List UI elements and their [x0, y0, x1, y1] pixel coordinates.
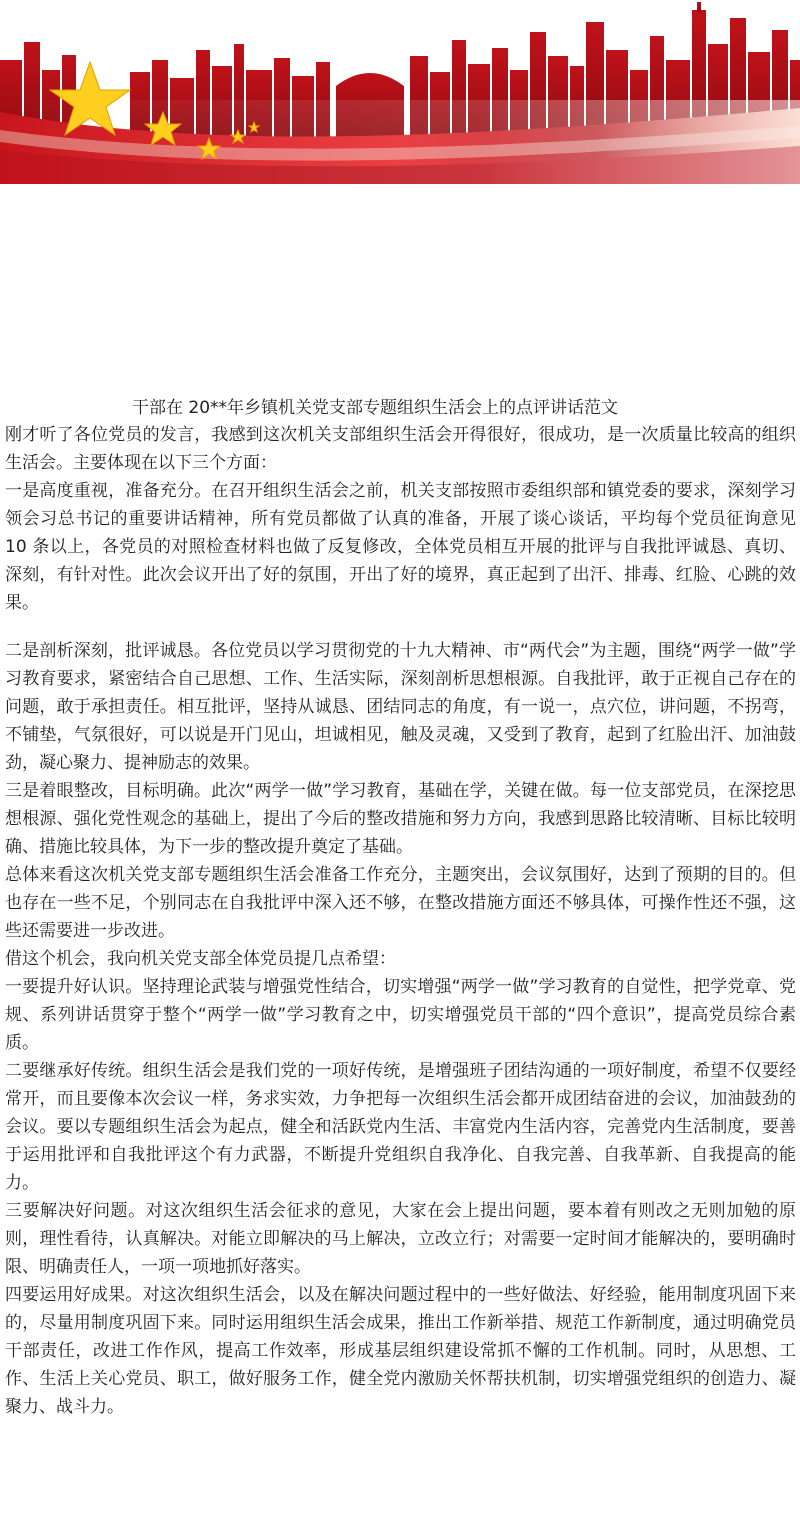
article-title: 干部在 20**年乡镇机关党支部专题组织生活会上的点评讲话范文: [132, 398, 619, 418]
paragraph-intro: 刚才听了各位党员的发言，我感到这次机关支部组织生活会开得很好，很成功，是一次质量比较高的组织生活会。主要体现在以下三个方面：: [5, 425, 796, 473]
paragraph-summary: 总体来看这次机关党支部专题组织生活会准备工作充分，主题突出，会议氛围好，达到了预期的目的。但也存在一些不足，个别同志在自我批评中深入还不够，在整改措施方面还不够具体，可操作性还不强，这些还需要进一步改进。: [5, 865, 796, 941]
paragraph-point-three: 三是着眼整改，目标明确。此次“两学一做”学习教育，基础在学，关键在做。每一位支部党员，在深挖思想根源、强化党性观念的基础上，提出了今后的整改措施和努力方向，我感到思路比较清晰、目标比较明确、措施比较具体，为下一步的整改提升奠定了基础。: [5, 781, 796, 857]
paragraph-hope-one: 一要提升好认识。坚持理论武装与增强党性结合，切实增强“两学一做”学习教育的自觉性，把学党章、党规、系列讲话贯穿于整个“两学一做”学习教育之中，切实增强党员干部的“四个意识”，提高党员综合素质。: [5, 977, 796, 1053]
article: [0, 395, 800, 1421]
paragraph-hope-two: 二要继承好传统。组织生活会是我们党的一项好传统，是增强班子团结沟通的一项好制度，希望不仅要经常开，而且要像本次会议一样，务求实效，力争把每一次组织生活会都开成团结奋进的会议，加油鼓劲的会议。要以专题组织生活会为起点，健全和活跃党内生活、丰富党内生活内容，完善党内生活制度，要善于运用批评和自我批评这个有力武器，不断提升党组织自我净化、自我完善、自我革新、自我提高的能力。: [5, 1061, 796, 1193]
header-banner: [0, 0, 800, 184]
paragraph-hope-four: 四要运用好成果。对这次组织生活会，以及在解决问题过程中的一些好做法、好经验，能用制度巩固下来的，尽量用制度巩固下来。同时运用组织生活会成果，推出工作新举措、规范工作新制度，通过明确党员干部责任，改进工作作风，提高工作效率，形成基层组织建设常抓不懈的工作机制。同时，从思想、工作、生活上关心党员、职工，做好服务工作，健全党内激励关怀帮扶机制，切实增强党组织的创造力、凝聚力、战斗力。: [5, 1285, 796, 1417]
ribbon-icon: [0, 100, 800, 184]
paragraph-point-one: 一是高度重视，准备充分。在召开组织生活会之前，机关支部按照市委组织部和镇党委的要求，深刻学习领会习总书记的重要讲话精神，所有党员都做了认真的准备，开展了谈心谈话，平均每个党员征询意见 10 条以上，各党员的对照检查材料也做了反复修改，全体党员相互开展的批评与自我批评诚恳、真切、深刻，有针对性。此次会议开出了好的氛围，开出了好的境界，真正起到了出汗、排毒、红脸、心跳的效果。: [5, 481, 796, 613]
paragraph-hopes-intro: 借这个机会，我向机关党支部全体党员提几点希望：: [5, 949, 396, 969]
paragraph-hope-three: 三要解决好问题。对这次组织生活会征求的意见，大家在会上提出问题，要本着有则改之无则加勉的原则，理性看待，认真解决。对能立即解决的马上解决，立改立行；对需要一定时间才能解决的，要明确时限、明确责任人，一项一项地抓好落实。: [5, 1201, 796, 1277]
paragraph-point-two: 二是剖析深刻，批评诚恳。各位党员以学习贯彻党的十九大精神、市“两代会”为主题，围绕“两学一做”学习教育要求，紧密结合自己思想、工作、生活实际，深刻剖析思想根源。自我批评，敢于正视自己存在的问题，敢于承担责任。相互批评，坚持从诚恳、团结同志的角度，有一说一，点穴位，讲问题，不拐弯，不铺垫，气氛很好，可以说是开门见山，坦诚相见，触及灵魂，又受到了教育，起到了红脸出汗、加油鼓劲，凝心聚力、提神励志的效果。: [5, 641, 796, 773]
